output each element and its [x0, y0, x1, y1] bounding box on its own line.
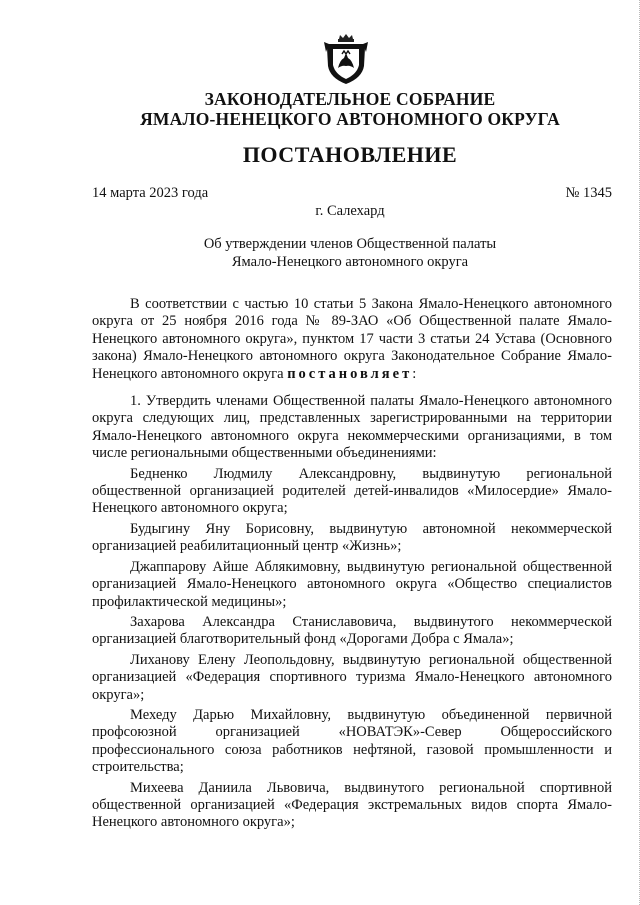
coat-of-arms-emblem	[324, 32, 368, 86]
member-paragraph: Захарова Александра Станиславовича, выдвинутого некоммерческой организацией благотворительный фонд «Дорогами Добра с Ямала»;	[92, 613, 612, 648]
member-paragraph: Джаппарову Айше Аблякимовну, выдвинутую региональной общественной организацией Ямало-Ненецкого автономного округа «Общество специалистов профилактической медицины»;	[92, 558, 612, 610]
document-date: 14 марта 2023 года	[92, 185, 209, 201]
document-body	[92, 296, 612, 835]
member-paragraph: Лиханову Елену Леопольдовну, выдвинутую региональной общественной организацией «Федерация спортивного туризма Ямало-Ненецкого автономного округа»;	[92, 651, 612, 703]
member-paragraph: Бедненко Людмилу Александровну, выдвинутую региональной общественной организацией родителей детей-инвалидов «Милосердие» Ямало-Ненецкого автономного округа;	[92, 465, 612, 517]
decree-colon: :	[412, 365, 417, 382]
org-name-line2: ЯМАЛО-НЕНЕЦКОГО АВТОНОМНОГО ОКРУГА	[140, 109, 560, 129]
member-paragraph: Мехеду Дарью Михайловну, выдвинутую объединенной первичной профсоюзной организацией «НОВАТЭК»-Север Общероссийского профессионального союза работников нефтяной, газовой промышленности и строительства;	[92, 706, 612, 776]
document-number: № 1345	[565, 185, 612, 201]
member-paragraph: Михеева Даниила Львовича, выдвинутого региональной спортивной общественной организацией «Федерация экстремальных видов спорта Ямало-Ненецкого автономного округа»;	[92, 779, 612, 831]
member-paragraph: Будыгину Яну Борисовну, выдвинутую автономной некоммерческой организацией реабилитационный центр «Жизнь»;	[92, 520, 612, 555]
subject-line1: Об утверждении членов Общественной палаты	[203, 236, 497, 252]
preamble-paragraph	[92, 296, 612, 383]
document-subject	[0, 235, 640, 271]
preamble-text: В соответствии с частью 10 статьи 5 Закона Ямало-Ненецкого автономного округа от 25 ноября 2016 года № 89-ЗАО «Об Общественной палате Ямало-Ненецкого автономного округа», пунктом 17 части 3 статьи 24 Устава (Основного закона) Ямало-Ненецкого автономного округа Законодательное Собрание Ямало-Ненецкого автономного округа	[92, 296, 612, 382]
decree-word: постановляет	[287, 365, 413, 382]
document-city: г. Салехард	[315, 203, 385, 219]
org-name-line1: ЗАКОНОДАТЕЛЬНОЕ СОБРАНИЕ	[204, 89, 496, 109]
item-1-paragraph: 1. Утвердить членами Общественной палаты Ямало-Ненецкого автономного округа следующих лиц, представленных зарегистрированными на территории Ямало-Ненецкого автономного округа некоммерческими организациями, в том числе региональными общественными объединениями:	[92, 393, 612, 462]
subject-line2: Ямало-Ненецкого автономного округа	[231, 254, 469, 270]
document-type-title: ПОСТАНОВЛЕНИЕ	[242, 142, 458, 167]
